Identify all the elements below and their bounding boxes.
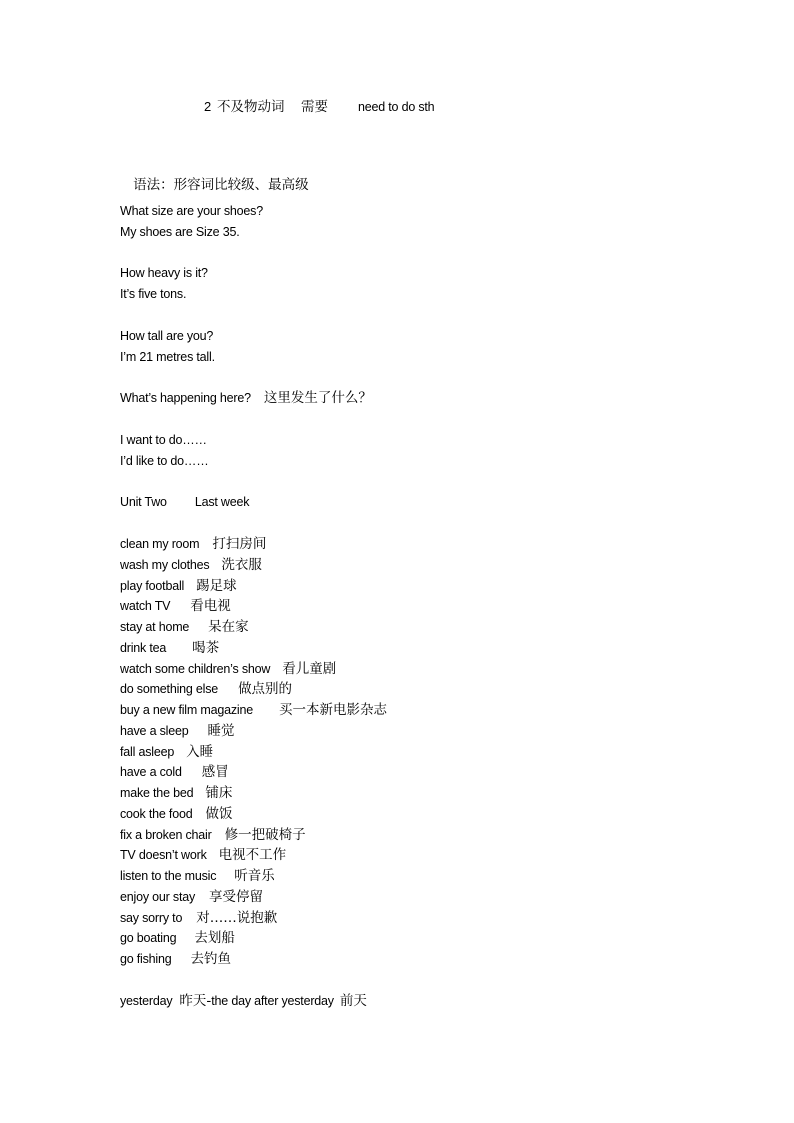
header-meaning: 需要: [301, 99, 328, 115]
header-phrase: need to do sth: [358, 100, 435, 114]
dialogue-tall-answer: I’m 21 metres tall.: [120, 350, 215, 364]
vocab-english: drink tea: [120, 640, 167, 655]
vocab-chinese: 电视不工作: [218, 847, 287, 864]
vocab-chinese: 去划船: [194, 930, 235, 947]
vocab-chinese: 去钓鱼: [190, 951, 232, 967]
vocab-item: [120, 578, 237, 594]
vocab-item: [120, 910, 277, 926]
dialogue-happening: [120, 390, 372, 406]
vocab-item: [120, 536, 266, 552]
vocab-item: [120, 681, 292, 697]
vocab-english: wash my clothes: [120, 557, 210, 572]
grammar-heading: [120, 161, 309, 209]
unit-name: Unit Two: [120, 495, 167, 509]
yesterday-english: yesterday: [120, 994, 173, 1008]
day-before-chinese: 前天: [339, 993, 367, 1009]
dialogue-size-answer: My shoes are Size 35.: [120, 225, 240, 239]
vocab-item: [120, 930, 235, 946]
vocab-chinese: 感冒: [201, 764, 229, 781]
header-number: 2: [204, 99, 212, 114]
vocab-item: [120, 723, 235, 739]
yesterday-chinese: 昨天-: [179, 993, 212, 1009]
vocab-item: [120, 702, 387, 718]
vocab-chinese: 踢足球: [196, 577, 237, 594]
vocab-english: fix a broken chair: [120, 827, 212, 842]
vocab-english: enjoy our stay: [120, 889, 196, 904]
vocab-item: [120, 868, 275, 884]
vocab-english: watch TV: [120, 599, 171, 614]
vocab-item: [120, 619, 249, 635]
vocab-chinese: 修一把破椅子: [224, 826, 306, 843]
vocab-chinese: 享受停留: [209, 888, 264, 905]
dialogue-tall-question: How tall are you?: [120, 329, 214, 343]
phrase-like: I’d like to do……: [120, 454, 209, 468]
vocab-item: [120, 661, 336, 677]
vocab-chinese: 看儿童剧: [282, 660, 337, 677]
vocab-item: [120, 640, 219, 656]
vocab-english: buy a new film magazine: [120, 703, 253, 717]
vocab-item: [120, 889, 263, 905]
vocab-chinese: 看电视: [190, 598, 231, 615]
vocab-english: clean my room: [120, 537, 200, 551]
unit-title: Last week: [194, 495, 250, 509]
vocab-english: cook the food: [120, 806, 193, 821]
vocab-english: have a cold: [120, 765, 182, 780]
phrase-want: I want to do……: [120, 433, 207, 447]
vocab-chinese: 听音乐: [234, 868, 275, 884]
vocab-chinese: 打扫房间: [212, 536, 267, 552]
vocab-english: watch some children’s show: [120, 661, 271, 676]
vocab-english: stay at home: [120, 620, 190, 634]
happening-chinese: 这里发生了什么？: [263, 390, 372, 406]
vocab-chinese: 做点别的: [238, 681, 293, 698]
vocab-english: fall asleep: [120, 744, 175, 759]
vocab-chinese: 铺床: [205, 785, 233, 801]
vocab-item: [120, 806, 232, 822]
vocab-item: [120, 827, 306, 843]
vocab-english: go fishing: [120, 952, 172, 966]
vocab-item: [120, 951, 231, 967]
vocab-chinese: 喝茶: [192, 639, 220, 656]
vocab-english: do something else: [120, 682, 219, 697]
vocab-chinese: 做饭: [205, 805, 233, 822]
vocab-english: make the bed: [120, 786, 194, 800]
dialogue-heavy-answer: It’s five tons.: [120, 287, 187, 301]
vocab-item: [120, 598, 231, 614]
vocab-english: go boating: [120, 931, 177, 946]
vocab-chinese: 入睡: [186, 743, 214, 760]
grammar-label: 语法：形容词比较级、最高级: [133, 177, 309, 193]
vocab-chinese: 睡觉: [207, 722, 235, 739]
vocab-english: TV doesn’t work: [120, 848, 207, 863]
vocab-english: have a sleep: [120, 723, 189, 738]
vocab-item: [120, 744, 213, 760]
vocab-item: [120, 557, 262, 573]
vocab-chinese: 洗衣服: [221, 556, 262, 573]
vocab-chinese: 呆在家: [208, 619, 249, 635]
header-term: 不及物动词: [217, 99, 285, 115]
dialogue-heavy-question: How heavy is it?: [120, 266, 208, 280]
vocab-chinese: 对……说抱歉: [196, 909, 278, 926]
dialogue-size-question: What size are your shoes?: [120, 204, 263, 218]
vocab-item: [120, 847, 286, 863]
day-before-english: the day after yesterday: [211, 994, 334, 1008]
vocab-english: listen to the music: [120, 869, 217, 883]
yesterday-line: [120, 993, 367, 1009]
vocab-chinese: 买一本新电影杂志: [278, 702, 387, 718]
vocab-english: play football: [120, 578, 185, 593]
happening-english: What’s happening here?: [120, 391, 251, 405]
vocab-item: [120, 785, 232, 801]
vocab-english: say sorry to: [120, 910, 183, 925]
vocab-item: [120, 764, 229, 780]
unit-heading: [120, 494, 249, 510]
